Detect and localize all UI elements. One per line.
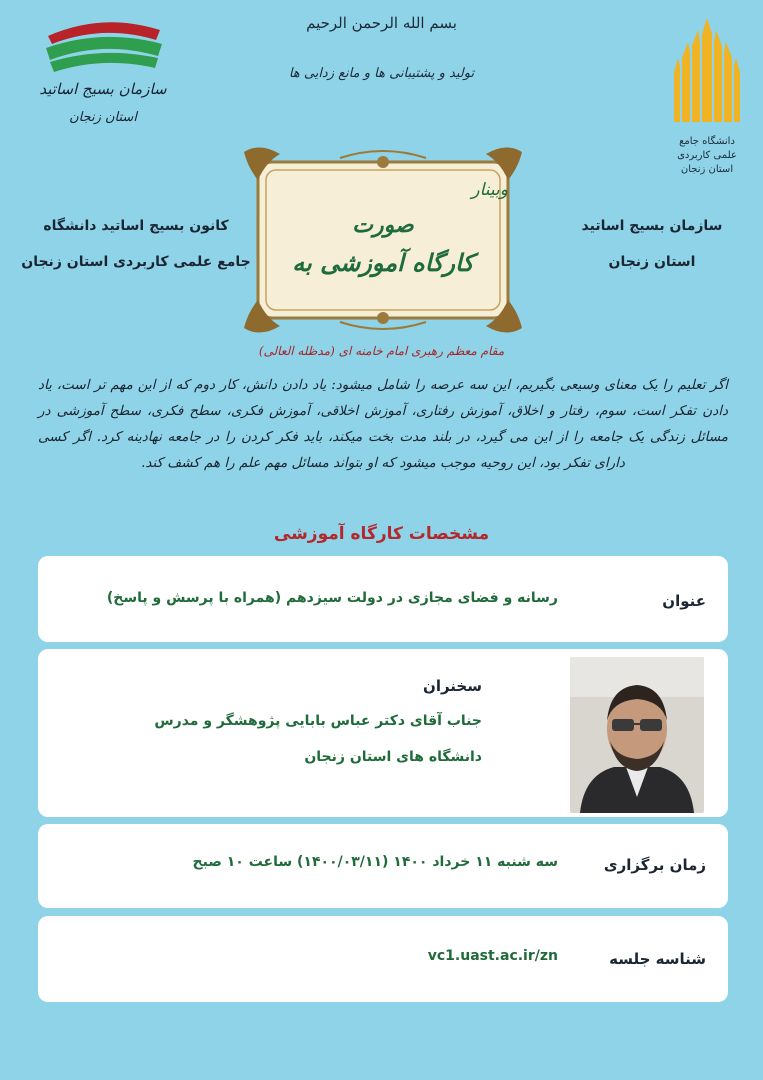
university-logo-line1: دانشگاه جامع — [679, 136, 735, 147]
quote-source: مقام معظم رهبری امام خامنه ای (مدظله العالی) — [258, 344, 505, 358]
speaker-card — [38, 649, 728, 817]
speaker-portrait-icon — [570, 657, 704, 813]
org-right-line2: استان زنجان — [608, 254, 696, 270]
university-emblem-icon — [668, 12, 746, 130]
section-title: مشخصات کارگاه آموزشی — [273, 524, 490, 544]
org-left-line1: کانون بسیج اساتید دانشگاه — [43, 218, 229, 234]
time-label: زمان برگزاری — [603, 856, 706, 874]
session-label: شناسه جلسه — [609, 950, 706, 968]
speaker-photo — [570, 657, 704, 813]
title-card — [38, 556, 728, 642]
university-logo — [668, 12, 746, 182]
university-logo-line2: علمی کاربردی — [677, 150, 737, 161]
title-value: رسانه و فضای مجازی در دولت سیزدهم (همراه با پرسش و پاسخ) — [106, 590, 558, 606]
org-left-line2: جامع علمی کاربردی استان زنجان — [21, 254, 251, 270]
university-logo-line3: استان زنجان — [680, 164, 734, 175]
frame-line3: کارگاه آموزشی به — [292, 248, 474, 277]
frame-line2: صورت — [352, 212, 414, 238]
time-card — [38, 824, 728, 908]
speaker-value-line2: دانشگاه های استان زنجان — [304, 749, 482, 765]
speaker-label: سخنران — [423, 677, 482, 695]
time-value: سه شنبه ۱۱ خرداد ۱۴۰۰ (۱۴۰۰/۰۳/۱۱) ساعت ۱۰ صبح — [192, 854, 558, 870]
slogan-text: تولید و پشتیبانی ها و مانع زدایی ها — [288, 66, 475, 81]
basij-logo-subtitle: استان زنجان — [69, 110, 137, 125]
bismillah-text: بسم الله الرحمن الرحیم — [306, 14, 457, 32]
session-link[interactable]: vc1.uast.ac.ir/zn — [427, 948, 558, 964]
title-label: عنوان — [662, 592, 706, 610]
workshop-title-frame — [240, 140, 526, 340]
quote-text: اگر تعلیم را یک معنای وسیعی بگیریم، این سه عرصه را شامل میشود: یاد دادن دانش، کار دوم که از این مهم تر است، یاد دادن تفکر است، سوم، رفتار و اخلاق، آموزش رفتاری، آموزش اخلاقی، آموزش فکری، سطح فکری، سطح آموزشی در مسائل زندگی یک جامعه را از این می گیرد، در بلند مدت بخت میکند، باید فکر کردن را در جامعه نهادینه کرد. اگر کسی دارای تفکر بود، این روحیه موجب میشود که او بتواند مسائل مهم علم را هم کشف کند. — [38, 377, 728, 471]
frame-line1: وبینار — [471, 180, 508, 200]
org-right-line1: سازمان بسیج اساتید — [581, 218, 723, 234]
basij-logo-title: سازمان بسیج اساتید — [39, 80, 167, 98]
speaker-value-line1: جناب آقای دکتر عباس بابایی پژوهشگر و مدرس — [154, 713, 482, 729]
basij-emblem-icon — [28, 18, 178, 78]
basij-logo — [28, 18, 178, 148]
session-card — [38, 916, 728, 1002]
